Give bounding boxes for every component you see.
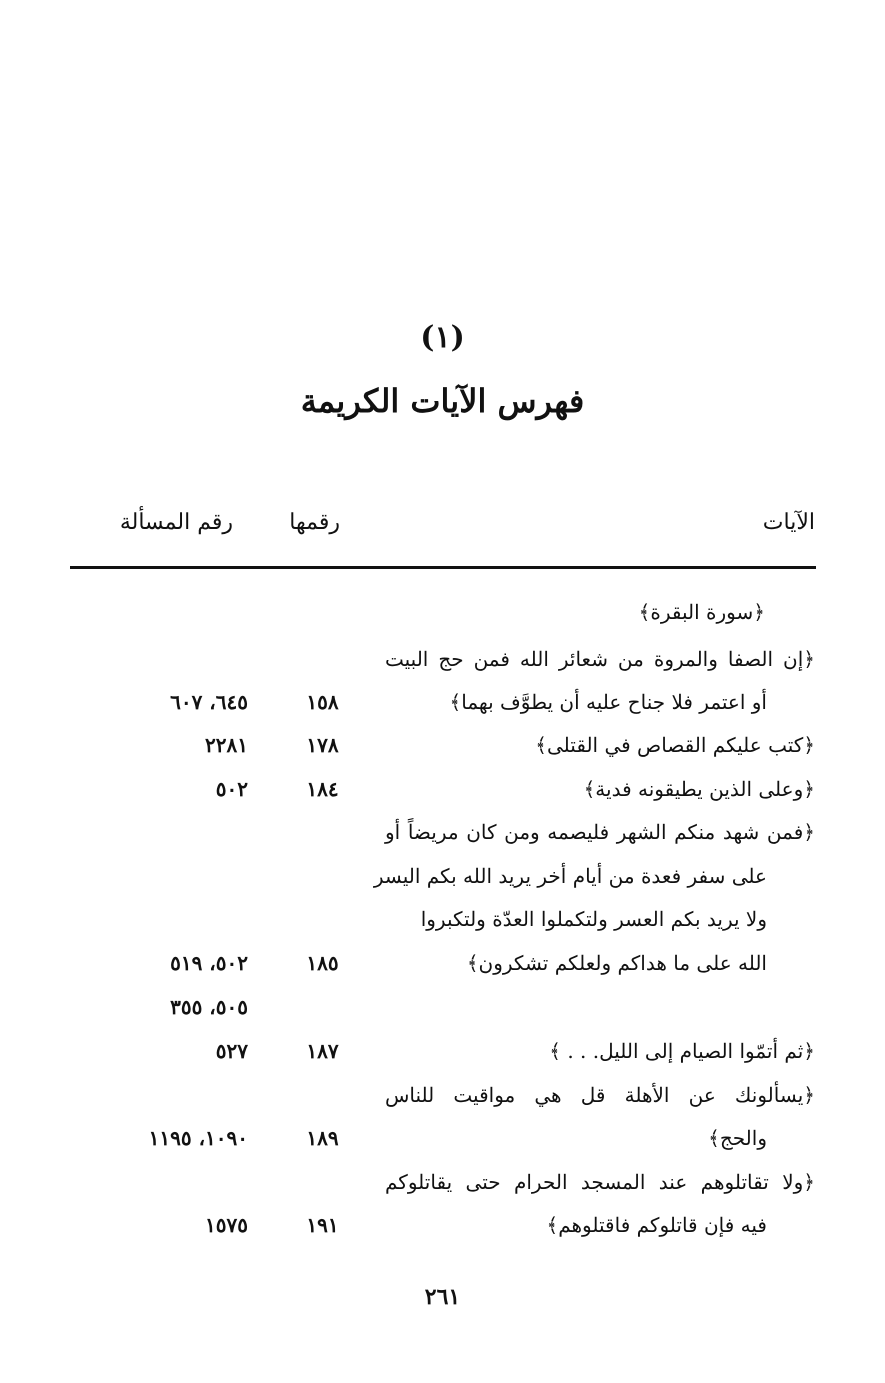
verse-number: ١٨٧ bbox=[306, 1039, 339, 1063]
verse-line: ﴿كتب عليكم القصاص في القتلى﴾ bbox=[535, 733, 815, 757]
section-number: (١) bbox=[420, 320, 465, 355]
question-numbers: ٦٤٥، ٦٠٧ bbox=[170, 690, 248, 714]
verse-line: أو اعتمر فلا جناح عليه أن يطوَّف بهما﴾ bbox=[449, 690, 767, 714]
verse-line: الله على ما هداكم ولعلكم تشكرون﴾ bbox=[466, 951, 767, 975]
column-header-question-number: رقم المسألة bbox=[119, 510, 233, 535]
verse-number: ١٥٨ bbox=[306, 690, 339, 714]
question-numbers: ٥٠٢، ٥١٩ bbox=[170, 951, 248, 975]
verse-line: والحج﴾ bbox=[708, 1126, 767, 1150]
header-divider bbox=[70, 566, 816, 569]
verse-line: فيه فإن قاتلوكم فاقتلوهم﴾ bbox=[546, 1213, 767, 1237]
question-numbers: ٥٢٧ bbox=[215, 1039, 248, 1063]
column-header-verse-number: رقمها bbox=[289, 510, 340, 535]
question-numbers: ٥٠٢ bbox=[215, 777, 248, 801]
verse-number: ١٧٨ bbox=[306, 733, 339, 757]
question-numbers: ٥٠٥، ٣٥٥ bbox=[170, 995, 248, 1019]
verse-line: ﴿يسألونك عن الأهلة قل هي مواقيت للناس bbox=[385, 1083, 815, 1107]
column-header-verses: الآيات bbox=[762, 510, 815, 535]
page-title: فهرس الآيات الكريمة bbox=[300, 382, 585, 420]
verse-number: ١٩١ bbox=[306, 1213, 339, 1237]
verse-number: ١٨٩ bbox=[306, 1126, 339, 1150]
surah-heading: ﴿سورة البقرة﴾ bbox=[638, 600, 765, 624]
verse-line: ﴿وعلى الذين يطيقونه فدية﴾ bbox=[583, 777, 815, 801]
verse-line: ولا يريد بكم العسر ولتكملوا العدّة ولتكبروا bbox=[420, 907, 767, 931]
question-numbers: ١٥٧٥ bbox=[205, 1213, 248, 1237]
verse-number: ١٨٤ bbox=[306, 777, 339, 801]
verse-line: ﴿ثم أتمّوا الصيام إلى الليل. . . ﴾ bbox=[549, 1039, 815, 1063]
verse-line: على سفر فعدة من أيام أخر يريد الله بكم اليسر bbox=[373, 864, 767, 888]
verse-line: ﴿إن الصفا والمروة من شعائر الله فمن حج البيت bbox=[385, 647, 815, 671]
verse-line: ﴿فمن شهد منكم الشهر فليصمه ومن كان مريضاً أو bbox=[385, 820, 815, 844]
verse-number: ١٨٥ bbox=[306, 951, 339, 975]
question-numbers: ١٠٩٠، ١١٩٥ bbox=[148, 1126, 248, 1150]
page-number: ٢٦١ bbox=[424, 1284, 461, 1310]
question-numbers: ٢٢٨١ bbox=[205, 733, 248, 757]
verse-line: ﴿ولا تقاتلوهم عند المسجد الحرام حتى يقاتلوكم bbox=[385, 1170, 815, 1194]
